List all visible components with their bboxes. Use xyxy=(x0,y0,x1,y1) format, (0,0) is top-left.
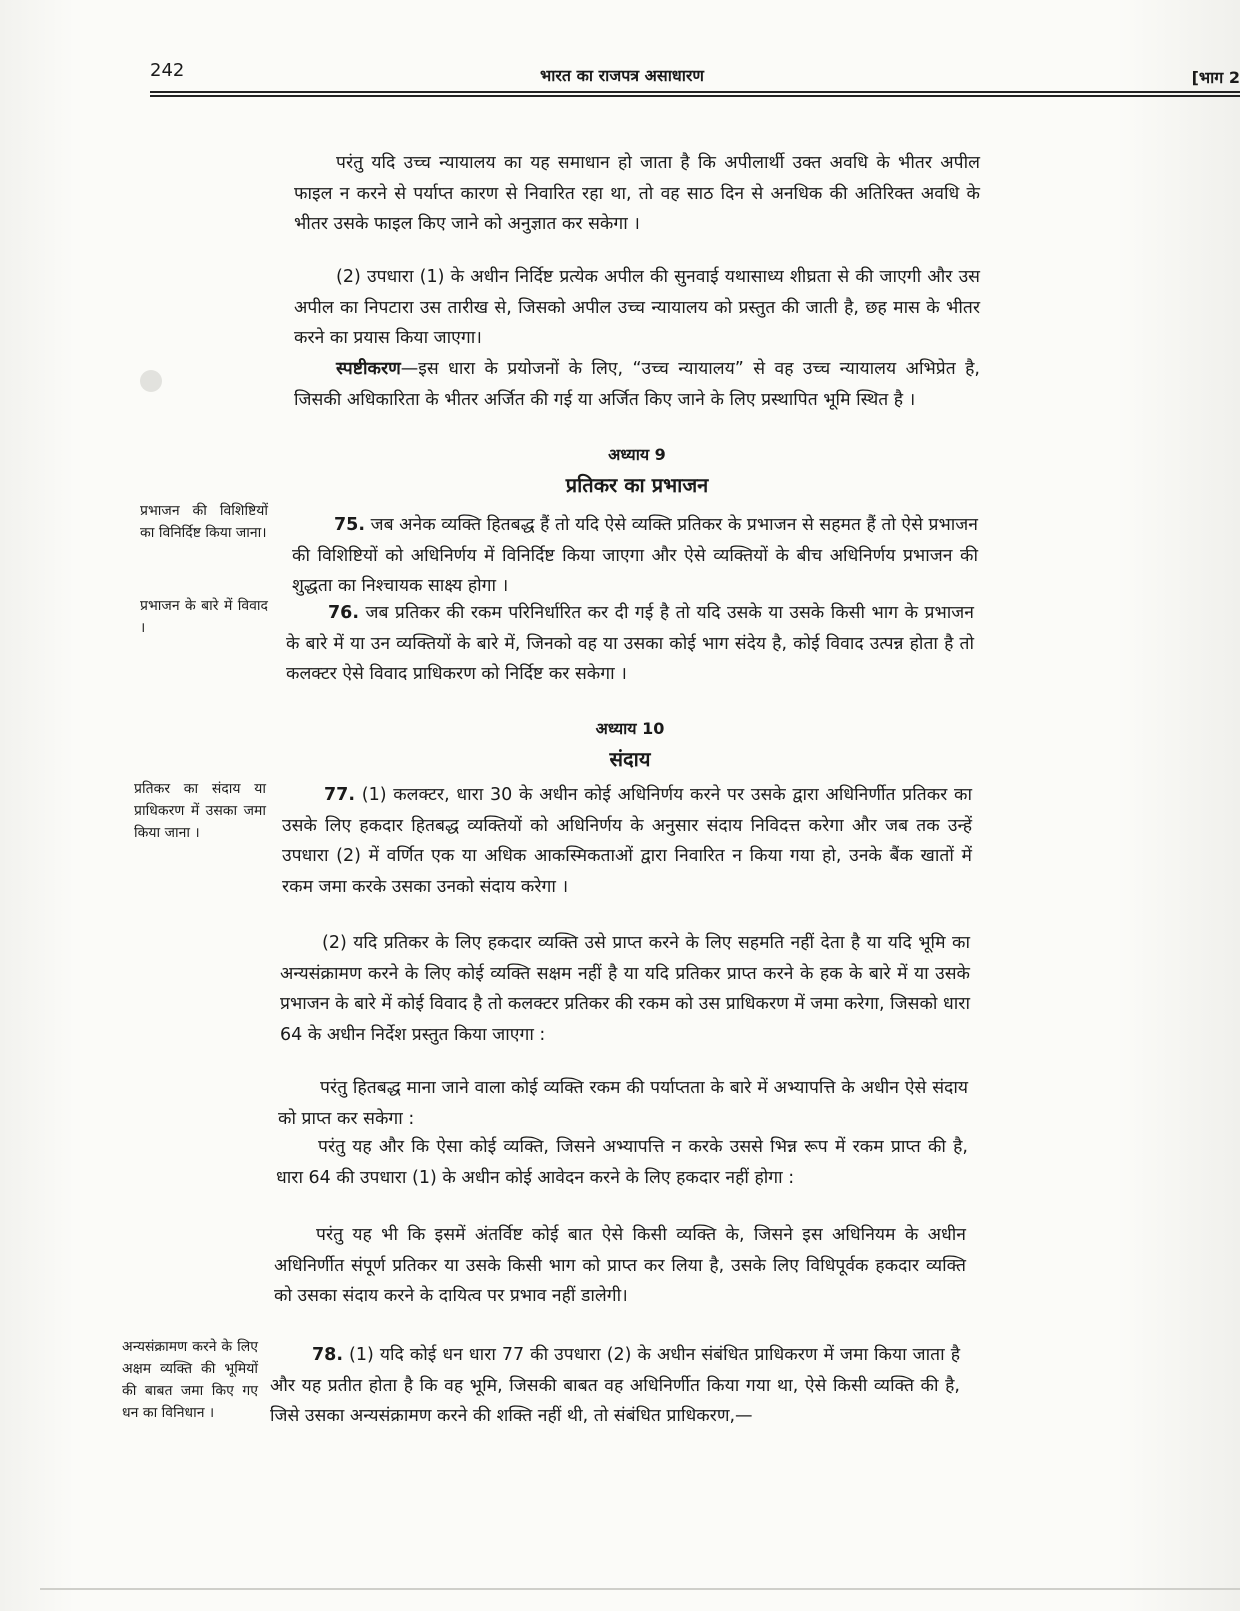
section-text: जब अनेक व्यक्ति हितबद्ध हैं तो यदि ऐसे व्यक्ति प्रतिकर के प्रभाजन से सहमत हैं तो ऐसे प्रभाजन की विशिष्टियों को अधिनिर्णय में विनिर्दिष्ट किया जाएगा और ऐसे व्यक्तियों के बीच अधिनिर्णय प्रभाजन की शुद्धता का निश्चायक साक्ष्य होगा । xyxy=(292,515,978,596)
section-76 xyxy=(286,598,974,690)
chapter-number: अध्याय 10 xyxy=(595,719,665,738)
margin-note-77: प्रतिकर का संदाय या प्राधिकरण में उसका जमा किया जाना । xyxy=(134,781,266,841)
gazette-title: भारत का राजपत्र असाधारण xyxy=(540,66,704,85)
header-rule xyxy=(150,95,1240,97)
section-77-proviso-2: परंतु यह और कि ऐसा कोई व्यक्ति, जिसने अभ्यापत्ति न करके उससे भिन्न रूप में रकम प्राप्त की है, धारा 64 की उपधारा (1) के अधीन कोई आवेदन करने के लिए हकदार नहीं होगा : xyxy=(276,1137,968,1188)
section-77-subsection-2: (2) यदि प्रतिकर के लिए हकदार व्यक्ति उसे प्राप्त करने के लिए सहमति नहीं देता है या यदि भूमि का अन्यसंक्रामण करने के लिए कोई व्यक्ति सक्षम नहीं है या यदि प्रतिकर प्राप्त करने के हक के बारे में या उसके प्रभाजन के बारे में कोई विवाद है तो कलक्टर प्रतिकर की रकम को उस प्राधिकरण में जमा करेगा, जिसको धारा 64 के अधीन निर्देश प्रस्तुत किया जाएगा : xyxy=(280,933,970,1045)
explanation-text: —इस धारा के प्रयोजनों के लिए, “उच्च न्यायालय” से वह उच्च न्यायालय अभिप्रेत है, जिसकी अधिकारिता के भीतर अर्जित की गई या अर्जित किए जाने के लिए प्रस्थापित भूमि स्थित है । xyxy=(294,359,980,410)
margin-note-76: प्रभाजन के बारे में विवाद । xyxy=(140,598,268,636)
margin-note-75: प्रभाजन की विशिष्टियों का विनिर्दिष्ट किया जाना। xyxy=(140,503,268,541)
paragraph-subsection-2: (2) उपधारा (1) के अधीन निर्दिष्ट प्रत्येक अपील की सुनवाई यथासाध्य शीघ्रता से की जाएगी और उस अपील का निपटारा उस तारीख से, जिसको अपील उच्च न्यायालय को प्रस्तुत की जाती है, छह मास के भीतर करने का प्रयास किया जाएगा। xyxy=(294,267,980,348)
page-edge xyxy=(40,1588,1240,1590)
section-text: (1) कलक्टर, धारा 30 के अधीन कोई अधिनिर्णय करने पर उसके द्वारा अधिनिर्णीत प्रतिकर का उसके लिए हकदार हितबद्ध व्यक्तियों को अधिनिर्णय के अनुसार संदाय निविदत्त करेगा और जब तक उन्हें उपधारा (2) में वर्णित एक या अधिक आकस्मिकताओं द्वारा निवारित न किया गया हो, उनके बैंक खातों में रकम जमा करके उसका उनको संदाय करेगा । xyxy=(282,785,972,897)
scan-smudge xyxy=(140,370,162,392)
section-77-proviso-1: परंतु हितबद्ध माना जाने वाला कोई व्यक्ति रकम की पर्याप्तता के बारे में अभ्यापत्ति के अधीन ऐसे संदाय को प्राप्त कर सकेगा : xyxy=(278,1078,968,1129)
paragraph-explanation xyxy=(294,354,980,415)
section-text: जब प्रतिकर की रकम परिनिर्धारित कर दी गई है तो यदि उसके या उसके किसी भाग के प्रभाजन के बारे में या उन व्यक्तियों के बारे में, जिनको वह या उसका कोई भाग संदेय है, कोई विवाद उत्पन्न होता है तो कलक्टर ऐसे विवाद प्राधिकरण को निर्दिष्ट कर सकेगा । xyxy=(286,603,974,684)
explanation-label: स्पष्टीकरण xyxy=(336,359,401,379)
chapter-title: संदाय xyxy=(609,747,651,771)
chapter-number: अध्याय 9 xyxy=(608,445,666,464)
section-77-proviso-3: परंतु यह भी कि इसमें अंतर्विष्ट कोई बात ऐसे किसी व्यक्ति के, जिसने इस अधिनियम के अधीन अधिनिर्णीत संपूर्ण प्रतिकर या उसके किसी भाग को प्राप्त कर लिया है, उसके लिए विधिपूर्वक हकदार व्यक्ति को उसका संदाय करने के दायित्व पर प्रभाव नहीं डालेगी। xyxy=(274,1225,966,1306)
paragraph-proviso: परंतु यदि उच्च न्यायालय का यह समाधान हो जाता है कि अपीलार्थी उक्त अवधि के भीतर अपील फाइल न करने से पर्याप्त कारण से निवारित रहा था, तो वह साठ दिन से अनधिक की अतिरिक्त अवधि के भीतर उसके फाइल किए जाने को अनुज्ञात कर सकेगा । xyxy=(294,153,980,234)
section-number: 77. xyxy=(324,785,356,805)
header-rule xyxy=(150,91,1240,93)
section-number: 78. xyxy=(312,1345,344,1365)
section-75 xyxy=(292,510,978,602)
page-number: 242 xyxy=(150,60,185,81)
section-number: 76. xyxy=(328,603,360,623)
margin-note-78: अन्यसंक्रामण करने के लिए अक्षम व्यक्ति की भूमियों की बाबत जमा किए गए धन का विनिधान । xyxy=(122,1339,258,1421)
chapter-title: प्रतिकर का प्रभाजन xyxy=(565,473,709,497)
section-number: 75. xyxy=(334,515,366,535)
section-text: (1) यदि कोई धन धारा 77 की उपधारा (2) के अधीन संबंधित प्राधिकरण में जमा किया जाता है और यह प्रतीत होता है कि वह भूमि, जिसकी बाबत वह अधिनिर्णीत किया गया था, ऐसे किसी व्यक्ति की है, जिसे उसका अन्यसंक्रामण करने की शक्ति नहीं थी, तो संबंधित प्राधिकरण,— xyxy=(270,1345,960,1426)
page-header xyxy=(150,60,1240,100)
part-label: [भाग 2 xyxy=(1191,68,1240,87)
section-77 xyxy=(282,780,972,902)
section-78 xyxy=(270,1340,960,1432)
